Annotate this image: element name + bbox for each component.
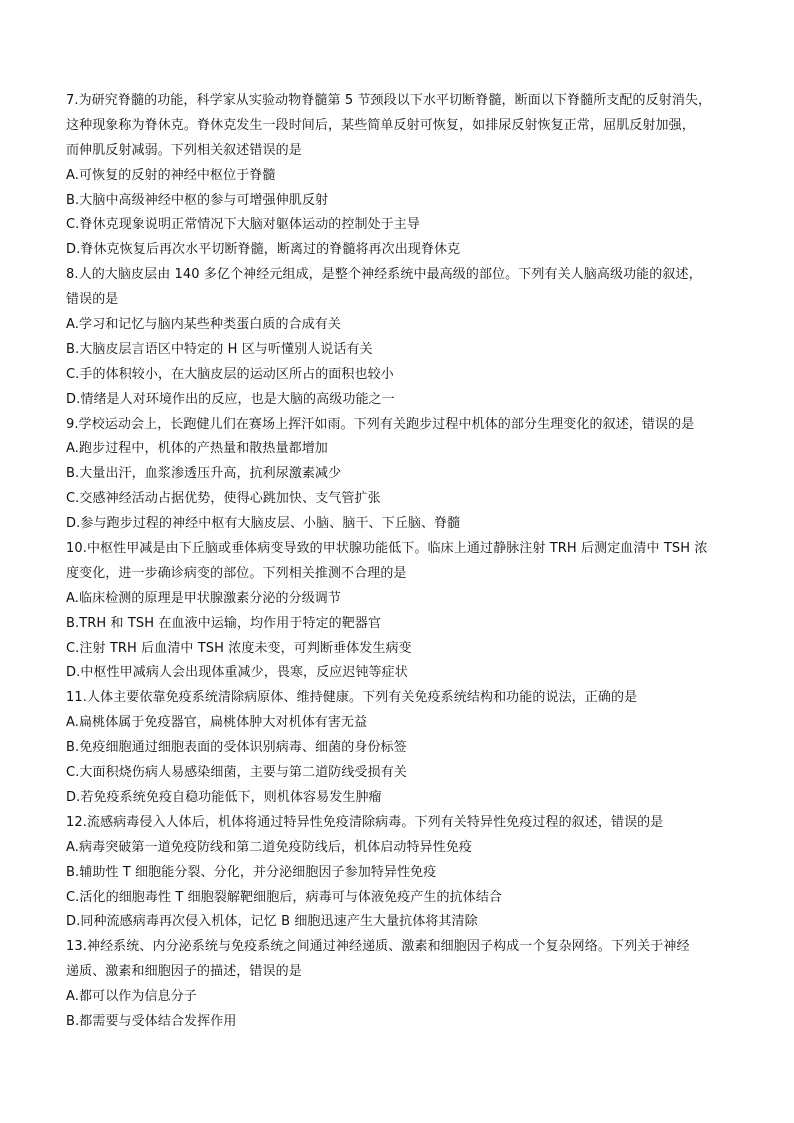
answer-option: A.临床检测的原理是甲状腺激素分泌的分级调节: [66, 590, 341, 606]
question-7: [66, 89, 742, 263]
question-stem-line: 7.为研究脊髓的功能，科学家从实验动物脊髓第 5 节颈段以下水平切断脊髓，断面以下脊髓所支配的反射消失，: [66, 93, 712, 108]
question-stem-line: 10.中枢性甲减是由下丘脑或垂体病变导致的甲状腺功能低下。临床上通过静脉注射 TRH 后测定血清中 TSH 浓: [66, 541, 708, 557]
answer-option: B.辅助性 T 细胞能分裂、分化，并分泌细胞因子参加特异性免疫: [66, 864, 437, 880]
question-10: [66, 537, 742, 686]
answer-option: A.可恢复的反射的神经中枢位于脊髓: [66, 167, 276, 183]
answer-option: D.参与跑步过程的神经中枢有大脑皮层、小脑、脑干、下丘脑、脊髓: [66, 516, 461, 532]
answer-option: D.情绪是人对环境作出的反应，也是大脑的高级功能之一: [66, 391, 395, 407]
answer-option: C.交感神经活动占据优势，使得心跳加快、支气管扩张: [66, 491, 381, 507]
answer-option: A.病毒突破第一道免疫防线和第二道免疫防线后，机体启动特异性免疫: [66, 839, 472, 855]
question-stem-line: 度变化，进一步确诊病变的部位。下列相关推测不合理的是: [66, 565, 407, 581]
answer-option: D.中枢性甲减病人会出现体重减少，畏寒，反应迟钝等症状: [66, 665, 408, 681]
question-stem-line: 9.学校运动会上，长跑健儿们在赛场上挥汗如雨。下列有关跑步过程中机体的部分生理变化的叙述，错误的是: [66, 416, 695, 432]
answer-option: C.脊休克现象说明正常情况下大脑对躯体运动的控制处于主导: [66, 217, 421, 233]
answer-option: C.注射 TRH 后血清中 TSH 浓度未变，可判断垂体发生病变: [66, 640, 412, 656]
answer-option: A.跑步过程中，机体的产热量和散热量都增加: [66, 441, 328, 457]
answer-option: A.都可以作为信息分子: [66, 989, 197, 1005]
question-13: [66, 935, 742, 1035]
exam-page: [66, 89, 742, 1035]
answer-option: B.大脑中高级神经中枢的参与可增强伸肌反射: [66, 192, 329, 208]
question-stem-line: 错误的是: [66, 292, 119, 308]
answer-option: B.免疫细胞通过细胞表面的受体识别病毒、细菌的身份标签: [66, 740, 407, 756]
answer-option: C.大面积烧伤病人易感染细菌，主要与第二道防线受损有关: [66, 765, 407, 781]
answer-option: B.TRH 和 TSH 在血液中运输，均作用于特定的靶器官: [66, 615, 382, 631]
question-12: [66, 811, 742, 935]
question-stem-line: 11.人体主要依靠免疫系统清除病原体、维持健康。下列有关免疫系统结构和功能的说法，正确的是: [66, 690, 638, 706]
question-9: [66, 413, 742, 537]
answer-option: A.学习和记忆与脑内某些种类蛋白质的合成有关: [66, 317, 341, 333]
answer-option: B.大脑皮层言语区中特定的 H 区与听懂别人说话有关: [66, 341, 373, 357]
answer-option: D.同种流感病毒再次侵入机体，记忆 B 细胞迅速产生大量抗体将其清除: [66, 914, 478, 930]
answer-option: A.扁桃体属于免疫器官，扁桃体肿大对机体有害无益: [66, 715, 368, 731]
question-stem-line: 递质、激素和细胞因子的描述，错误的是: [66, 964, 302, 980]
question-stem-line: 12.流感病毒侵入人体后，机体将通过特异性免疫清除病毒。下列有关特异性免疫过程的叙述，错误的是: [66, 814, 664, 830]
question-11: [66, 686, 742, 810]
answer-option: B.大量出汗，血浆渗透压升高，抗利尿激素减少: [66, 466, 342, 482]
answer-option: C.手的体积较小，在大脑皮层的运动区所占的面积也较小: [66, 366, 394, 382]
question-stem-line: 而伸肌反射减弱。下列相关叙述错误的是: [66, 142, 302, 158]
question-stem-line: 这种现象称为脊休克。脊休克发生一段时间后，某些简单反射可恢复，如排尿反射恢复正常，屈肌反射加强，: [66, 117, 695, 133]
answer-option: D.脊休克恢复后再次水平切断脊髓，断离过的脊髓将再次出现脊休克: [66, 242, 461, 258]
answer-option: D.若免疫系统免疫自稳功能低下，则机体容易发生肿瘤: [66, 789, 382, 805]
answer-option: B.都需要与受体结合发挥作用: [66, 1013, 237, 1029]
question-8: [66, 263, 742, 412]
question-stem-line: 13.神经系统、内分泌系统与免疫系统之间通过神经递质、激素和细胞因子构成一个复杂网络。下列关于神经: [66, 939, 690, 955]
question-stem-line: 8.人的大脑皮层由 140 多亿个神经元组成，是整个神经系统中最高级的部位。下列有关人脑高级功能的叙述，: [66, 267, 702, 283]
answer-option: C.活化的细胞毒性 T 细胞裂解靶细胞后，病毒可与体液免疫产生的抗体结合: [66, 889, 503, 905]
